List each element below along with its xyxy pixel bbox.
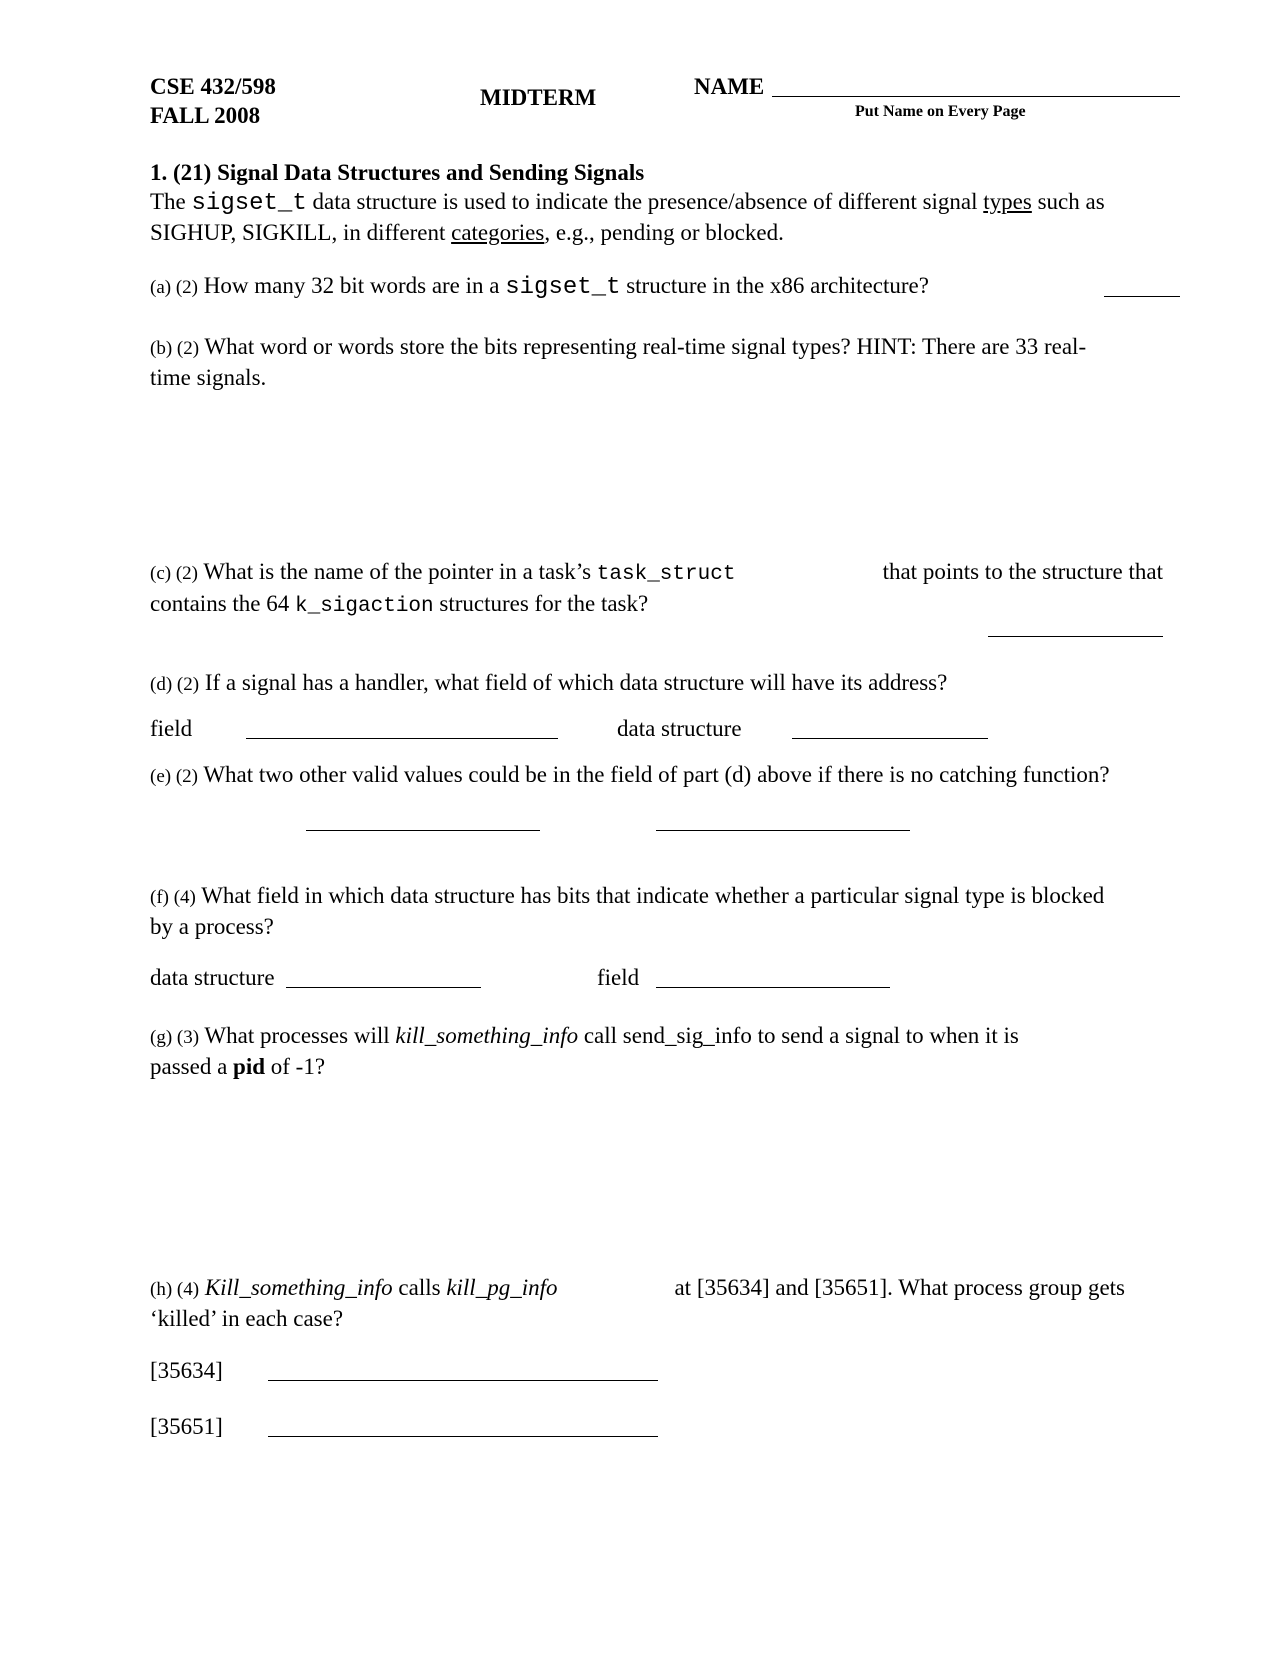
answer-f-field-blank[interactable] <box>656 987 890 988</box>
question-d: (d) (2) If a signal has a handler, what field of which data structure will have its address? <box>150 670 948 695</box>
answer-a-blank[interactable] <box>1104 296 1180 297</box>
answer-c-blank[interactable] <box>988 636 1163 637</box>
underline-categories: categories <box>451 220 545 245</box>
label-d: (d) (2) <box>150 674 200 695</box>
question-b: (b) (2) What word or words store the bits representing real-time signal types? HINT: There are 33 real- time signals. <box>150 334 1087 390</box>
name-note: Put Name on Every Page <box>855 103 1026 120</box>
label-f: (f) (4) <box>150 887 196 908</box>
name-blank[interactable] <box>772 96 1180 97</box>
label-g: (g) (3) <box>150 1027 200 1048</box>
f-data-structure-label: data structure <box>150 965 275 990</box>
question-a: (a) (2) How many 32 bit words are in a sigset_t structure in the x86 architecture? <box>150 273 929 301</box>
question-h: (h) (4) Kill_something_info calls kill_pg_info at [35634] and [35651]. What process group gets ‘killed’ in each case? <box>150 1275 1125 1331</box>
question-g: (g) (3) What processes will kill_something_info call send_sig_info to send a signal to when it is passed a pid of -1? <box>150 1023 1019 1079</box>
answer-e-blank-1[interactable] <box>306 830 540 831</box>
h-ref-35634: [35634] <box>150 1358 223 1383</box>
answer-h-blank-1[interactable] <box>268 1380 658 1381</box>
code-sigset: sigset_t <box>191 190 307 217</box>
question-e: (e) (2) What two other valid values could be in the field of part (d) above if there is no catching function? <box>150 762 1110 787</box>
question-f: (f) (4) What field in which data structure has bits that indicate whether a particular signal type is blocked by a process? <box>150 883 1105 939</box>
course-code: CSE 432/598 <box>150 74 276 99</box>
h-ref-35651: [35651] <box>150 1414 223 1439</box>
answer-d-structure-blank[interactable] <box>792 738 988 739</box>
label-e: (e) (2) <box>150 766 198 787</box>
label-h: (h) (4) <box>150 1279 200 1300</box>
exam-title: MIDTERM <box>480 85 597 110</box>
answer-d-field-blank[interactable] <box>246 738 558 739</box>
underline-types: types <box>983 189 1032 214</box>
answer-f-structure-blank[interactable] <box>286 987 481 988</box>
label-b: (b) (2) <box>150 338 200 359</box>
question-c: (c) (2) What is the name of the pointer in a task’s task_struct that points to the structure that contains the 64 k_sigaction structures for the task? <box>150 559 1163 618</box>
d-data-structure-label: data structure <box>617 716 742 741</box>
intro-paragraph: The sigset_t data structure is used to indicate the presence/absence of different signal types such as SIGHUP, SIGKILL, in different categories, e.g., pending or blocked. <box>150 189 1105 245</box>
term: FALL 2008 <box>150 103 261 128</box>
label-c: (c) (2) <box>150 563 198 584</box>
answer-h-blank-2[interactable] <box>268 1436 658 1437</box>
f-field-label: field <box>597 965 640 990</box>
label-a: (a) (2) <box>150 277 198 298</box>
d-field-label: field <box>150 716 193 741</box>
question-title: 1. (21) Signal Data Structures and Sending Signals <box>150 160 645 185</box>
name-label: NAME <box>694 74 765 99</box>
answer-e-blank-2[interactable] <box>656 830 910 831</box>
